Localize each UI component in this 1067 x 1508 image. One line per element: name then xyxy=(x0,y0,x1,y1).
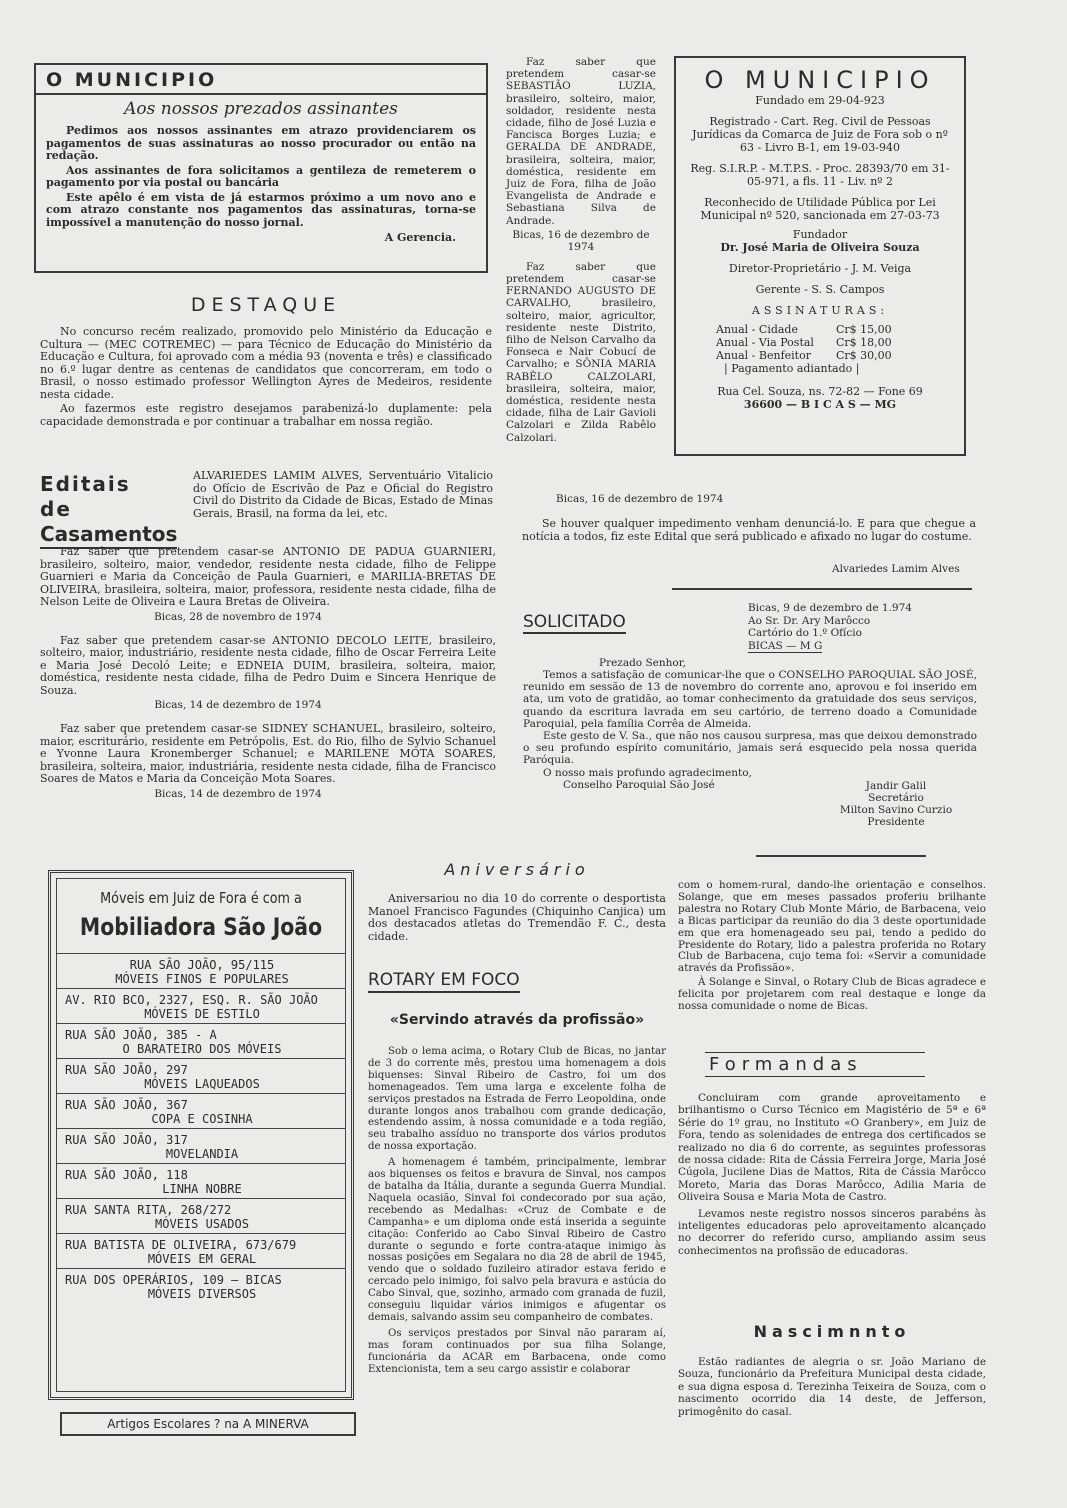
branch-description: MÓVEIS DE ESTILO xyxy=(144,1007,260,1021)
notice-masthead: O MUNICIPIO xyxy=(36,69,486,95)
edital-entry: Faz saber que pretendem casar-se FERNANDO AUGUSTO DE CARVALHO, brasileiro, solteiro, maior, agricultor, residente neste Distrito, filho de Nelson Carvalho da Fonseca e Nair Cobucí de Carvalho; e SÔNIA MARIA RABÊLO CALZOLARI, brasileira, solteira, maior, doméstica, residente nesta cidade, filha de Lair Gavioli Calzolari e Zilda Rabêlo Calzolari. xyxy=(506,260,656,444)
masthead-director: Diretor-Proprietário - J. M. Veiga xyxy=(728,262,912,275)
solicitado-header-line: BICAS — M G xyxy=(748,639,823,652)
rotary-title: ROTARY EM FOCO xyxy=(368,970,520,993)
masthead-city: 36600 — B I C A S — MG xyxy=(743,398,897,411)
notice-paragraph: Pedimos aos nossos assinantes em atrazo providenciarem os pagamentos de suas assinaturas ao nosso procurador ou então na redação. xyxy=(46,124,476,162)
masthead-registration: Reg. S.I.R.P. - M.T.P.S. - Proc. 28393/70 em 31-05-971, a fls. 11 - Liv. nº 2 xyxy=(690,162,950,188)
solicitado-org: Conselho Paroquial São José xyxy=(563,778,715,791)
rotary-paragraph: A homenagem é também, principalmente, lembrar aos biquenses os feitos e bravura de Sinval, nos campos de batalha da Itália, durante a segunda Guerra Mundial. Naquela ocasião, Sinval foi condecorado por sua ação, recebendo as Medalhas: «Cruz de Combate e de Campanha» e um diploma onde está inserida a seguinte citação: Conferido ao Cabo Sinval Ribeiro de Castro durante o segundo e forte contra-ataque inimigo às nossas posições em Segalara no dia 28 de abril de 1945, vendo que o soldado fuzileiro atirador estava ferido e cercado pelo inimigo, foi salvo pela bravura e astúcia do Cabo Sinval, que, sozinho, armado com granada de fuzil, conseguiu liquidar vários inimigos e afugentar os demais, salvando assim seu companheiro de combates. xyxy=(368,1157,666,1323)
edital-date: Bicas, 16 de dezembro de 1974 xyxy=(556,493,724,505)
edital-date: Bicas, 14 de dezembro de 1974 xyxy=(154,699,322,711)
masthead-title: O MUNICIPIO xyxy=(704,66,936,94)
aniversario-title: Aniversário xyxy=(444,860,590,879)
masthead-address: Rua Cel. Souza, ns. 72-82 — Fone 69 xyxy=(717,385,923,398)
ad-store-branch xyxy=(57,988,345,1023)
subscribers-notice xyxy=(34,63,488,273)
masthead-utility: Reconhecido de Utilidade Pública por Lei Municipal nº 520, sancionada em 27-03-73 xyxy=(700,196,940,222)
subscription-row xyxy=(716,323,956,336)
minerva-ad: Artigos Escolares ? na A MINERVA xyxy=(60,1412,356,1436)
branch-address: RUA SÃO JOÃO, 385 - A xyxy=(65,1028,217,1042)
nascimento-paragraph: Estão radiantes de alegria o sr. João Mariano de Souza, funcionário da Prefeitura Municipal desta cidade, e sua digna esposa d. Terezinha Teixeira de Souza, com o nascimento ocorrido dia 14 deste, de Jefferson, primogênito do casal. xyxy=(678,1356,986,1418)
ad-store-branch xyxy=(57,1093,345,1128)
masthead-box xyxy=(674,56,966,456)
ad-store-branch xyxy=(57,1058,345,1093)
divider xyxy=(756,855,926,857)
subscription-row xyxy=(716,336,956,349)
solicitado-paragraph: Temos a satisfação de comunicar-lhe que o CONSELHO PAROQUIAL SÃO JOSÉ, reunido em sessão de 13 de novembro do corrente ano, aprovou e foi inserido em ata, um voto de gratidão, ao tomar conhecimento da gratuidade dos seus serviços, quando da escritura lavrada em seu cartório, de terreno doado a Comunidade Paroquial, pela família Corrêa de Almeida. xyxy=(523,669,977,730)
rotary-continued xyxy=(678,880,986,1013)
edital-date: Bicas, 14 de dezembro de 1974 xyxy=(154,787,322,800)
edital-entry: Faz saber que pretendem casar-se SEBASTIÃO LUZIA, brasileiro, solteiro, maior, soldador, residente nesta cidade, filho de José Luzia e Fancisca Borges Luzia; e GERALDA DE ANDRADE, brasileira, solteira, maior, doméstica, residente em Juiz de Fora, filha de João Evangelista de Andrade e Sebastiana Silva de Andrade. xyxy=(506,56,656,227)
editais-signature: Alvariedes Lamim Alves xyxy=(832,563,960,575)
branch-description: O BARATEIRO DOS MÓVEIS xyxy=(122,1042,282,1056)
editais-intro: ALVARIEDES LAMIM ALVES, Serventuário Vitalicio do Ofício de Escrivão de Paz e Oficial do Registro Civil do Distrito da Cidade de Bicas, Estado de Minas Gerais, Brasil, na forma da lei, etc. xyxy=(193,469,493,520)
masthead-founder: Dr. José Maria de Oliveira Souza xyxy=(720,241,920,254)
branch-description: MOVELANDIA xyxy=(165,1147,239,1161)
notice-paragraph: Aos assinantes de fora solicitamos a gentileza de remeterem o pagamento por via postal ou bancária xyxy=(46,163,476,189)
rotary-paragraph: Os serviços prestados por Sinval não pararam aí, mas foram continuados por sua filha Solange, funcionária da ACAR em Barbacena, onde como Extencionista, tem a seu cargo assistir e colaborar xyxy=(368,1327,666,1375)
branch-address: RUA SÃO JOÃO, 297 xyxy=(65,1063,188,1077)
solicitado-title: SOLICITADO xyxy=(523,612,626,632)
solicitado-header-line: Bicas, 9 de dezembro de 1.974 xyxy=(748,602,912,614)
rotary-body xyxy=(368,1046,666,1375)
subscription-label: Anual - Via Postal xyxy=(716,336,814,349)
subscription-row xyxy=(716,349,956,362)
notice-signature: A Gerencia. xyxy=(384,231,456,244)
branch-address: AV. RIO BCO, 2327, ESQ. R. SÃO JOÃO xyxy=(65,993,318,1007)
subscription-price: Cr$ 30,00 xyxy=(836,349,892,362)
edital-entry: Faz saber que pretendem casar-se ANTONIO DE PADUA GUARNIERI, brasileiro, solteiro, maior, vendedor, residente nesta cidade, filho de Felippe Guarnieri e Maria da Conceição de Paula Guarnieri, e MARILIA-BRETAS DE OLIVEIRA, brasileira, solteira, maior, professora, residente nesta cidade, filha de Nelson Leite de Oliveira e Laura Bretas de Oliveira. xyxy=(40,545,496,608)
branch-address: RUA SÃO JOÃO, 367 xyxy=(65,1098,188,1112)
branch-description: MÓVEIS USADOS xyxy=(155,1217,249,1231)
rotary-paragraph: À Solange e Sinval, o Rotary Club de Bicas agradece e felicita por projetarem com real destaque e longe da nossa comunidade o nome de Bicas. xyxy=(678,976,986,1013)
masthead-founder-label: Fundador xyxy=(792,228,848,241)
signature-name: Jandir Galil xyxy=(865,780,927,792)
signature-role: Secretário xyxy=(868,792,924,804)
destaque-paragraph: No concurso recém realizado, promovido pelo Ministério da Educação e Cultura — (MEC COTREMEC) — para Técnico de Educação do Ministério da Educação e Cultura, foi aprovado com a média 93 (noventa e três) e classificado no 6.º lugar dentre as centenas de candidatos que concorreram, em todo o Brasil, o nosso estimado professor Wellington Ayres de Medeiros, residente nesta cidade. xyxy=(40,325,492,401)
subscription-price: Cr$ 18,00 xyxy=(836,336,892,349)
signature-role: Presidente xyxy=(867,816,925,828)
formandas-paragraph: Levamos neste registro nossos sinceros parabéns às inteligentes educadoras pelo aproveitamento alcançado no decorrer do referido curso, ampliando assim seus conhecimentos na profissão de educadoras. xyxy=(678,1207,986,1257)
solicitado-greeting: Prezado Senhor, xyxy=(599,657,686,669)
edital-date: Bicas, 28 de novembro de 1974 xyxy=(154,610,322,623)
edital-entry: Faz saber que pretendem casar-se SIDNEY SCHANUEL, brasileiro, solteiro, maior, escriturário, residente em Petrópolis, Est. do Rio, filho de Sylvio Schanuel e Yvonne Laura Kronemberger Schanuel; e MARILENE MOTA SOARES, brasileira, solteira, maior, industriária, residente nesta cidade, filha de Francisco Soares de Matos e Maria da Conceição Mota Soares. xyxy=(40,722,496,785)
furniture-ad-inner xyxy=(56,878,346,1392)
edital-entry: Faz saber que pretendem casar-se ANTONIO DECOLO LEITE, brasileiro, solteiro, maior, industriário, residente nesta cidade, filho de Oscar Ferreira Leite e Maria José Decoló Leite; e EDNEIA DUIM, brasileira, solteira, maior, doméstica, residente nesta cidade, filha de Pedro Duim e Sincera Henrique de Souza. xyxy=(40,633,496,697)
notice-paragraph: Este apêlo é em vista de já estarmos próximo a um novo ano e com atrazo constante nos pagamentos das assinaturas, torna-se impossível a manutenção do nosso jornal. xyxy=(46,190,476,229)
solicitado-header xyxy=(748,602,912,653)
solicitado-thanks: O nosso mais profundo agradecimento, xyxy=(543,766,752,779)
editais-closing: Se houver qualquer impedimento venham denunciá-lo. E para que chegue a notícia a todos, fiz este Edital que será publicado e afixado no lugar do costume. xyxy=(522,517,976,543)
signature-name: Milton Savino Curzio xyxy=(839,804,953,816)
masthead-manager: Gerente - S. S. Campos xyxy=(755,283,885,296)
ad-store-branch xyxy=(57,1023,345,1058)
formandas-title: Formandas xyxy=(705,1052,925,1077)
solicitado-body xyxy=(523,657,977,791)
editais-title-line: Editais de xyxy=(40,472,131,521)
subscription-label: Anual - Cidade xyxy=(716,323,798,336)
solicitado-header-line: Cartório do 1.º Ofício xyxy=(748,627,862,639)
masthead-founded: Fundado em 29-04-923 xyxy=(755,94,885,107)
nascimento-title: Nascimnnto xyxy=(753,1322,911,1341)
ad-store-branch xyxy=(57,953,345,988)
solicitado-header-line: Ao Sr. Dr. Ary Marôcco xyxy=(748,614,871,627)
ad-store-name: Mobiliadora São João xyxy=(79,913,323,941)
formandas-body xyxy=(678,1092,986,1257)
branch-address: RUA DOS OPERÁRIOS, 109 — BICAS xyxy=(65,1273,282,1287)
branch-description: LINHA NOBRE xyxy=(162,1182,242,1196)
subscriptions-title: ASSINATURAS: xyxy=(751,304,889,317)
ad-store-branch xyxy=(57,1233,345,1268)
branch-address: RUA BATISTA DE OLIVEIRA, 673/679 xyxy=(65,1238,297,1252)
notice-title: Aos nossos prezados assinantes xyxy=(124,99,398,119)
subscription-price: Cr$ 15,00 xyxy=(836,323,892,336)
ad-tagline: Móveis em Juiz de Fora é com a xyxy=(100,889,302,907)
editais-title xyxy=(40,472,178,549)
edital-date: Bicas, 16 de dezembro de 1974 xyxy=(512,228,650,253)
branch-address: RUA SÃO JOÃO, 95/115 xyxy=(129,958,275,972)
branch-address: RUA SANTA RITA, 268/272 xyxy=(65,1203,232,1217)
ad-store-branch xyxy=(57,1128,345,1163)
rotary-paragraph: Sob o lema acima, o Rotary Club de Bicas, no jantar de 3 do corrente mês, prestou uma homenagem a dois biquenses: Sinval Ribeiro de Castro, foi um dos homenageados. Tem uma larga e excelente folha de serviços prestados na Estrada de Ferro Leopoldina, onde durante longos anos trabalhou com grande dedicação, estendendo assim, à nossa comunidade e a toda região, seu trabalho assíduo no transporte dos vários produtos de nossa exportação. xyxy=(368,1046,666,1153)
branch-address: RUA SÃO JOÃO, 118 xyxy=(65,1168,188,1182)
subscription-advance: | Pagamento adiantado | xyxy=(724,362,860,375)
editais-title-line: Casamentos xyxy=(40,522,177,549)
ad-store-branch xyxy=(57,1163,345,1198)
formandas-paragraph: Concluiram com grande aproveitamento e brilhantismo o Curso Técnico em Magistério de 5ª e 6ª Série do 1º grau, no Instituto «O Granbery», em Juiz de Fora, tendo as solenidades de entrega dos certificados se realizado no dia 6 do corrente, as seguintes professoras de nossa cidade: Rita de Cássia Ferreira Jorge, Maria José Cúgola, Jucilene Dias de Mattos, Rita de Cássia Marôcco Moreto, Maria das Doras Marôcco, Adilia Maria de Oliveira Sousa e Maria Mota de Castro. xyxy=(678,1092,986,1204)
subscription-label: Anual - Benfeitor xyxy=(716,349,811,362)
branch-description: MÓVEIS LAQUEADOS xyxy=(144,1077,260,1091)
branch-description: MÓVEIS FINOS E POPULARES xyxy=(115,972,289,986)
rotary-paragraph: com o homem-rural, dando-lhe orientação e conselhos. Solange, que em meses passados proferiu brilhante palestra no Rotary Club Monte Mário, de Barbacena, veio a Bicas participar da reunião do dia 3 deste oportunidade em que era homenageado seu pai, tendo a pedido do Presidente do Rotary, lido a palestra proferida no Rotary Club de Barbacena, cujo tema foi: «Servir a comunidade através da Profissão». xyxy=(678,879,986,975)
aniversario-paragraph: Aniversariou no dia 10 do corrente o desportista Manoel Francisco Fagundes (Chiquinho Canjica) um dos destacados atletas do Tremendão F. C., desta cidade. xyxy=(368,892,666,943)
destaque-title: DESTAQUE xyxy=(190,294,342,316)
editais-list xyxy=(40,546,496,800)
branch-description: MÓVEIS EM GERAL xyxy=(147,1252,257,1266)
furniture-ad xyxy=(48,870,354,1400)
solicitado-paragraph: Este gesto de V. Sa., que não nos causou surpresa, mas que deixou demonstrado o seu profundo espírito comunitário, jamais será esquecido pela nossa querida Paróquia. xyxy=(523,730,977,767)
subscription-list xyxy=(684,323,956,375)
solicitado-signatures xyxy=(816,780,976,828)
branch-description: COPA E COSINHA xyxy=(151,1112,253,1126)
divider xyxy=(672,588,972,590)
rotary-subtitle: «Servindo através da profissão» xyxy=(389,1012,645,1028)
editais-column xyxy=(506,56,656,444)
branch-address: RUA SÃO JOÃO, 317 xyxy=(65,1133,188,1147)
ad-store-branch xyxy=(57,1198,345,1233)
destaque-paragraph: Ao fazermos este registro desejamos parabenizá-lo duplamente: pela capacidade demonstrada e por continuar a trabalhar em nossa região. xyxy=(40,402,492,428)
branch-description: MÓVEIS DIVERSOS xyxy=(147,1287,257,1301)
ad-store-branch xyxy=(57,1268,345,1303)
destaque-article xyxy=(40,294,492,428)
masthead-registration: Registrado - Cart. Reg. Civil de Pessoas Jurídicas da Comarca de Juiz de Fora sob o nº 63 - Livro B-1, em 19-03-940 xyxy=(692,115,948,154)
